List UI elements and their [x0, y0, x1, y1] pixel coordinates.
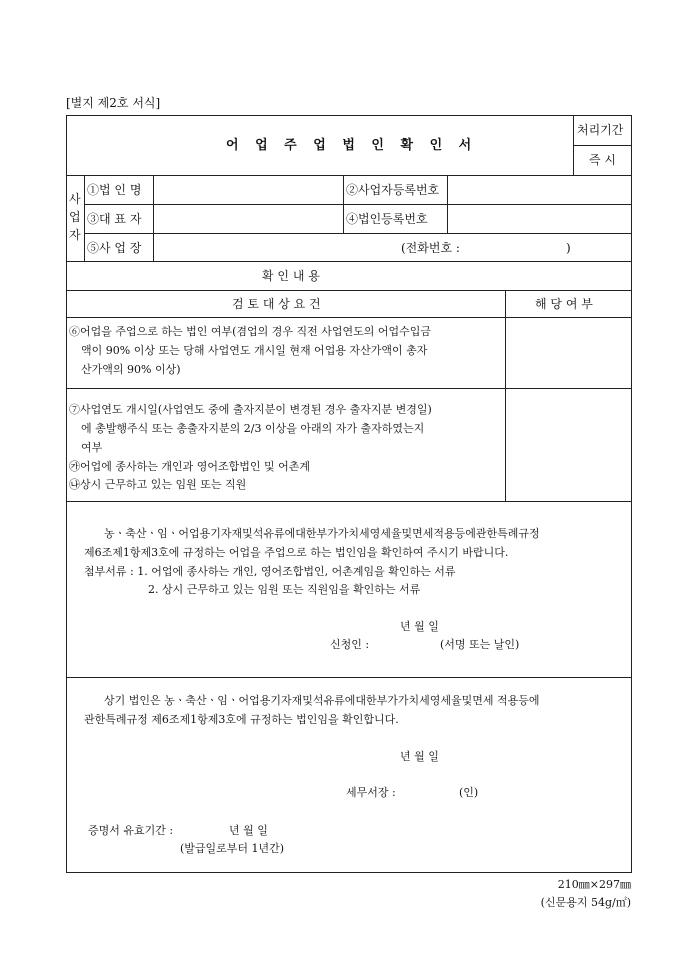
phone-label: (전화번호 : [401, 241, 460, 255]
item7-line: 에 총발행주식 또는 총출자지분의 2/3 이상을 아래의 자가 출자하였는지 [81, 422, 425, 435]
item6-line: 산가액의 90% 이상) [81, 363, 181, 376]
applicable-header: 해 당 여 부 [535, 297, 593, 311]
applicant-label: 신청인 : [330, 638, 370, 651]
side-label-char: 자 [69, 228, 81, 242]
application-date: 년 월 일 [400, 620, 439, 633]
application-line: 농ㆍ축산ㆍ임ㆍ어업용기자재및석유류에대한부가가치세영세율및면세적용등에관한특례규정 [104, 527, 540, 540]
processing-period-label: 처리기간 [577, 123, 624, 137]
side-label-char: 사 [69, 192, 81, 206]
frame-right [631, 115, 632, 873]
item6-line: ⑥어업을 주업으로 하는 법인 여부(겸업의 경우 직전 사업연도의 어업수입금 [69, 325, 432, 338]
processing-period-value: 즉 시 [589, 153, 616, 167]
item6-line: 액이 90% 이상 또는 당해 사업연도 개시일 현재 어업용 자산가액이 총자 [81, 344, 428, 357]
frame-bottom [66, 872, 632, 873]
validity-label: 증명서 유효기간 : [88, 824, 174, 837]
validity-date: 년 월 일 [229, 824, 268, 837]
paper-type: (신문용지 54g/㎡) [540, 896, 631, 909]
application-line: 제6조제1항제3호에 규정하는 어업을 주업으로 하는 법인임을 확인하여 주시기 바랍니다. [84, 546, 509, 559]
confirmation-section-title: 확 인 내 용 [262, 269, 320, 283]
frame-top [66, 115, 632, 116]
item7-line: 여부 [81, 441, 103, 454]
corp-name-label: ①법 인 명 [87, 183, 142, 197]
review-header: 검 토 대 상 요 건 [232, 297, 321, 311]
tax-office-label: 세무서장 : [346, 786, 396, 799]
business-reg-no-label: ②사업자등록번호 [346, 183, 440, 197]
item7-line: ㉯상시 근무하고 있는 임원 또는 직원 [69, 478, 247, 491]
corp-reg-no-label: ④법인등록번호 [346, 212, 428, 226]
certification-line: 상기 법인은 농ㆍ축산ㆍ임ㆍ어업용기자재및석유류에대한부가가치세영세율및면세 적용등에 [104, 694, 540, 707]
paper-size: 210㎜×297㎜ [557, 878, 631, 891]
phone-close: ) [566, 241, 571, 255]
sign-note: (서명 또는 날인) [440, 638, 520, 651]
workplace-label: ⑤사 업 장 [87, 241, 142, 255]
item7-line: ㉮어업에 종사하는 개인과 영어조합법인 및 어촌계 [69, 460, 311, 473]
frame-left [66, 115, 67, 873]
side-label-char: 업 [69, 210, 81, 224]
validity-note: (발급일로부터 1년간) [180, 842, 285, 855]
representative-label: ③대 표 자 [87, 212, 142, 226]
certification-line: 관한특례규정 제6조제1항제3호에 규정하는 법인임을 확인합니다. [84, 713, 399, 726]
form-label: [별지 제2호 서식] [66, 96, 161, 110]
item7-line: ⑦사업연도 개시일(사업연도 중에 출자지분이 변경된 경우 출자지분 변경일) [69, 403, 432, 416]
form-title: 어 업 주 업 법 인 확 인 서 [226, 138, 478, 153]
application-line: 2. 상시 근무하고 있는 임원 또는 직원임을 확인하는 서류 [148, 583, 421, 596]
certification-date: 년 월 일 [400, 750, 439, 763]
application-line: 첨부서류 : 1. 어업에 종사하는 개인, 영어조합법인, 어촌계임을 확인하는 서류 [84, 565, 456, 578]
seal-mark: (인) [459, 786, 479, 799]
